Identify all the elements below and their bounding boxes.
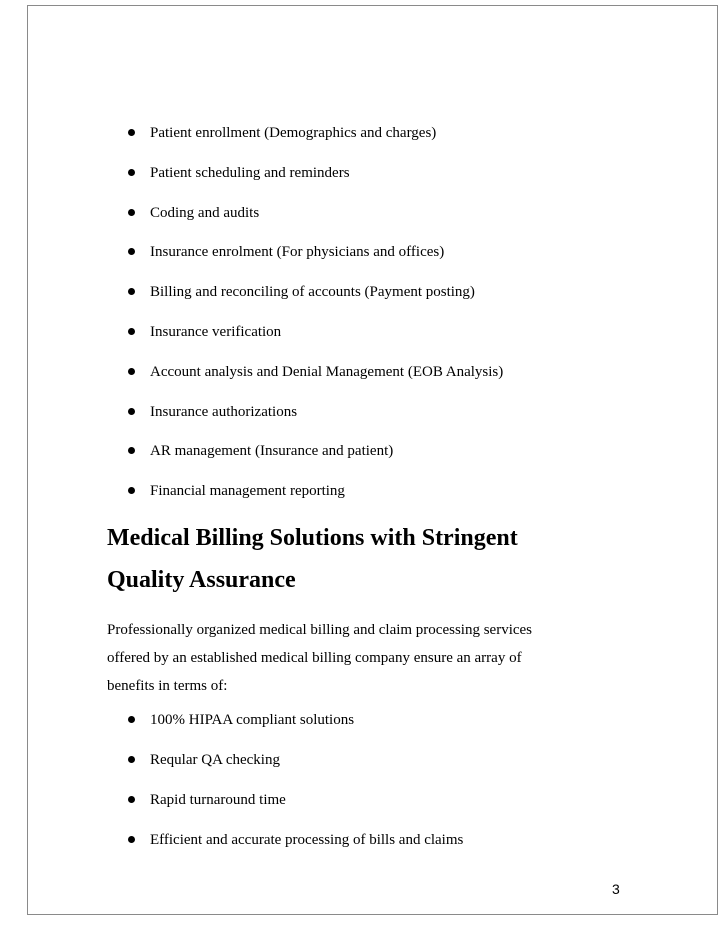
list-item <box>128 163 503 183</box>
list-item <box>128 282 503 302</box>
list-item <box>128 402 503 422</box>
services-bullet-list <box>128 123 503 521</box>
list-item-text: Insurance verification <box>150 323 282 340</box>
paragraph-line: benefits in terms of: <box>107 678 228 694</box>
list-item <box>128 362 503 382</box>
paragraph-line: offered by an established medical billing company ensure an array of <box>107 650 522 666</box>
list-item <box>128 441 503 461</box>
list-item-text: Billing and reconciling of accounts (Payment posting) <box>150 284 475 301</box>
list-item <box>128 481 503 501</box>
list-item <box>128 830 463 850</box>
list-item-text: Insurance authorizations <box>150 403 298 420</box>
bullet-icon <box>128 447 135 454</box>
list-item-text: Coding and audits <box>150 204 260 221</box>
list-item <box>128 710 463 730</box>
list-item-text: Account analysis and Denial Management (EOB Analysis) <box>150 363 504 380</box>
body-paragraph <box>107 616 607 700</box>
bullet-icon <box>128 248 135 255</box>
bullet-icon <box>128 756 135 763</box>
section-heading <box>107 517 607 601</box>
heading-line: Medical Billing Solutions with Stringent <box>107 525 518 551</box>
list-item-text: Efficient and accurate processing of bills and claims <box>150 832 464 848</box>
list-item <box>128 203 503 223</box>
list-item <box>128 123 503 143</box>
bullet-icon <box>128 487 135 494</box>
list-item <box>128 790 463 810</box>
benefits-bullet-list <box>128 710 463 870</box>
list-item-text: Rapid turnaround time <box>150 792 286 808</box>
bullet-icon <box>128 129 135 136</box>
list-item-text: AR management (Insurance and patient) <box>150 443 394 460</box>
bullet-icon <box>128 796 135 803</box>
bullet-icon <box>128 368 135 375</box>
list-item <box>128 242 503 262</box>
list-item-text: Patient enrollment (Demographics and charges) <box>150 125 437 141</box>
list-item-text: 100% HIPAA compliant solutions <box>150 712 355 728</box>
bullet-icon <box>128 408 135 415</box>
paragraph-line: Professionally organized medical billing and claim processing services <box>107 622 533 638</box>
list-item <box>128 322 503 342</box>
list-item-text: Reqular QA checking <box>150 752 280 768</box>
list-item-text: Insurance enrolment (For physicians and offices) <box>150 244 445 261</box>
bullet-icon <box>128 288 135 295</box>
bullet-icon <box>128 836 135 843</box>
bullet-icon <box>128 169 135 176</box>
bullet-icon <box>128 209 135 216</box>
bullet-icon <box>128 716 135 723</box>
list-item-text: Financial management reporting <box>150 483 345 500</box>
heading-line: Quality Assurance <box>107 567 296 593</box>
list-item-text: Patient scheduling and reminders <box>150 164 350 181</box>
page-number: 3 <box>612 881 620 897</box>
bullet-icon <box>128 328 135 335</box>
list-item <box>128 750 463 770</box>
